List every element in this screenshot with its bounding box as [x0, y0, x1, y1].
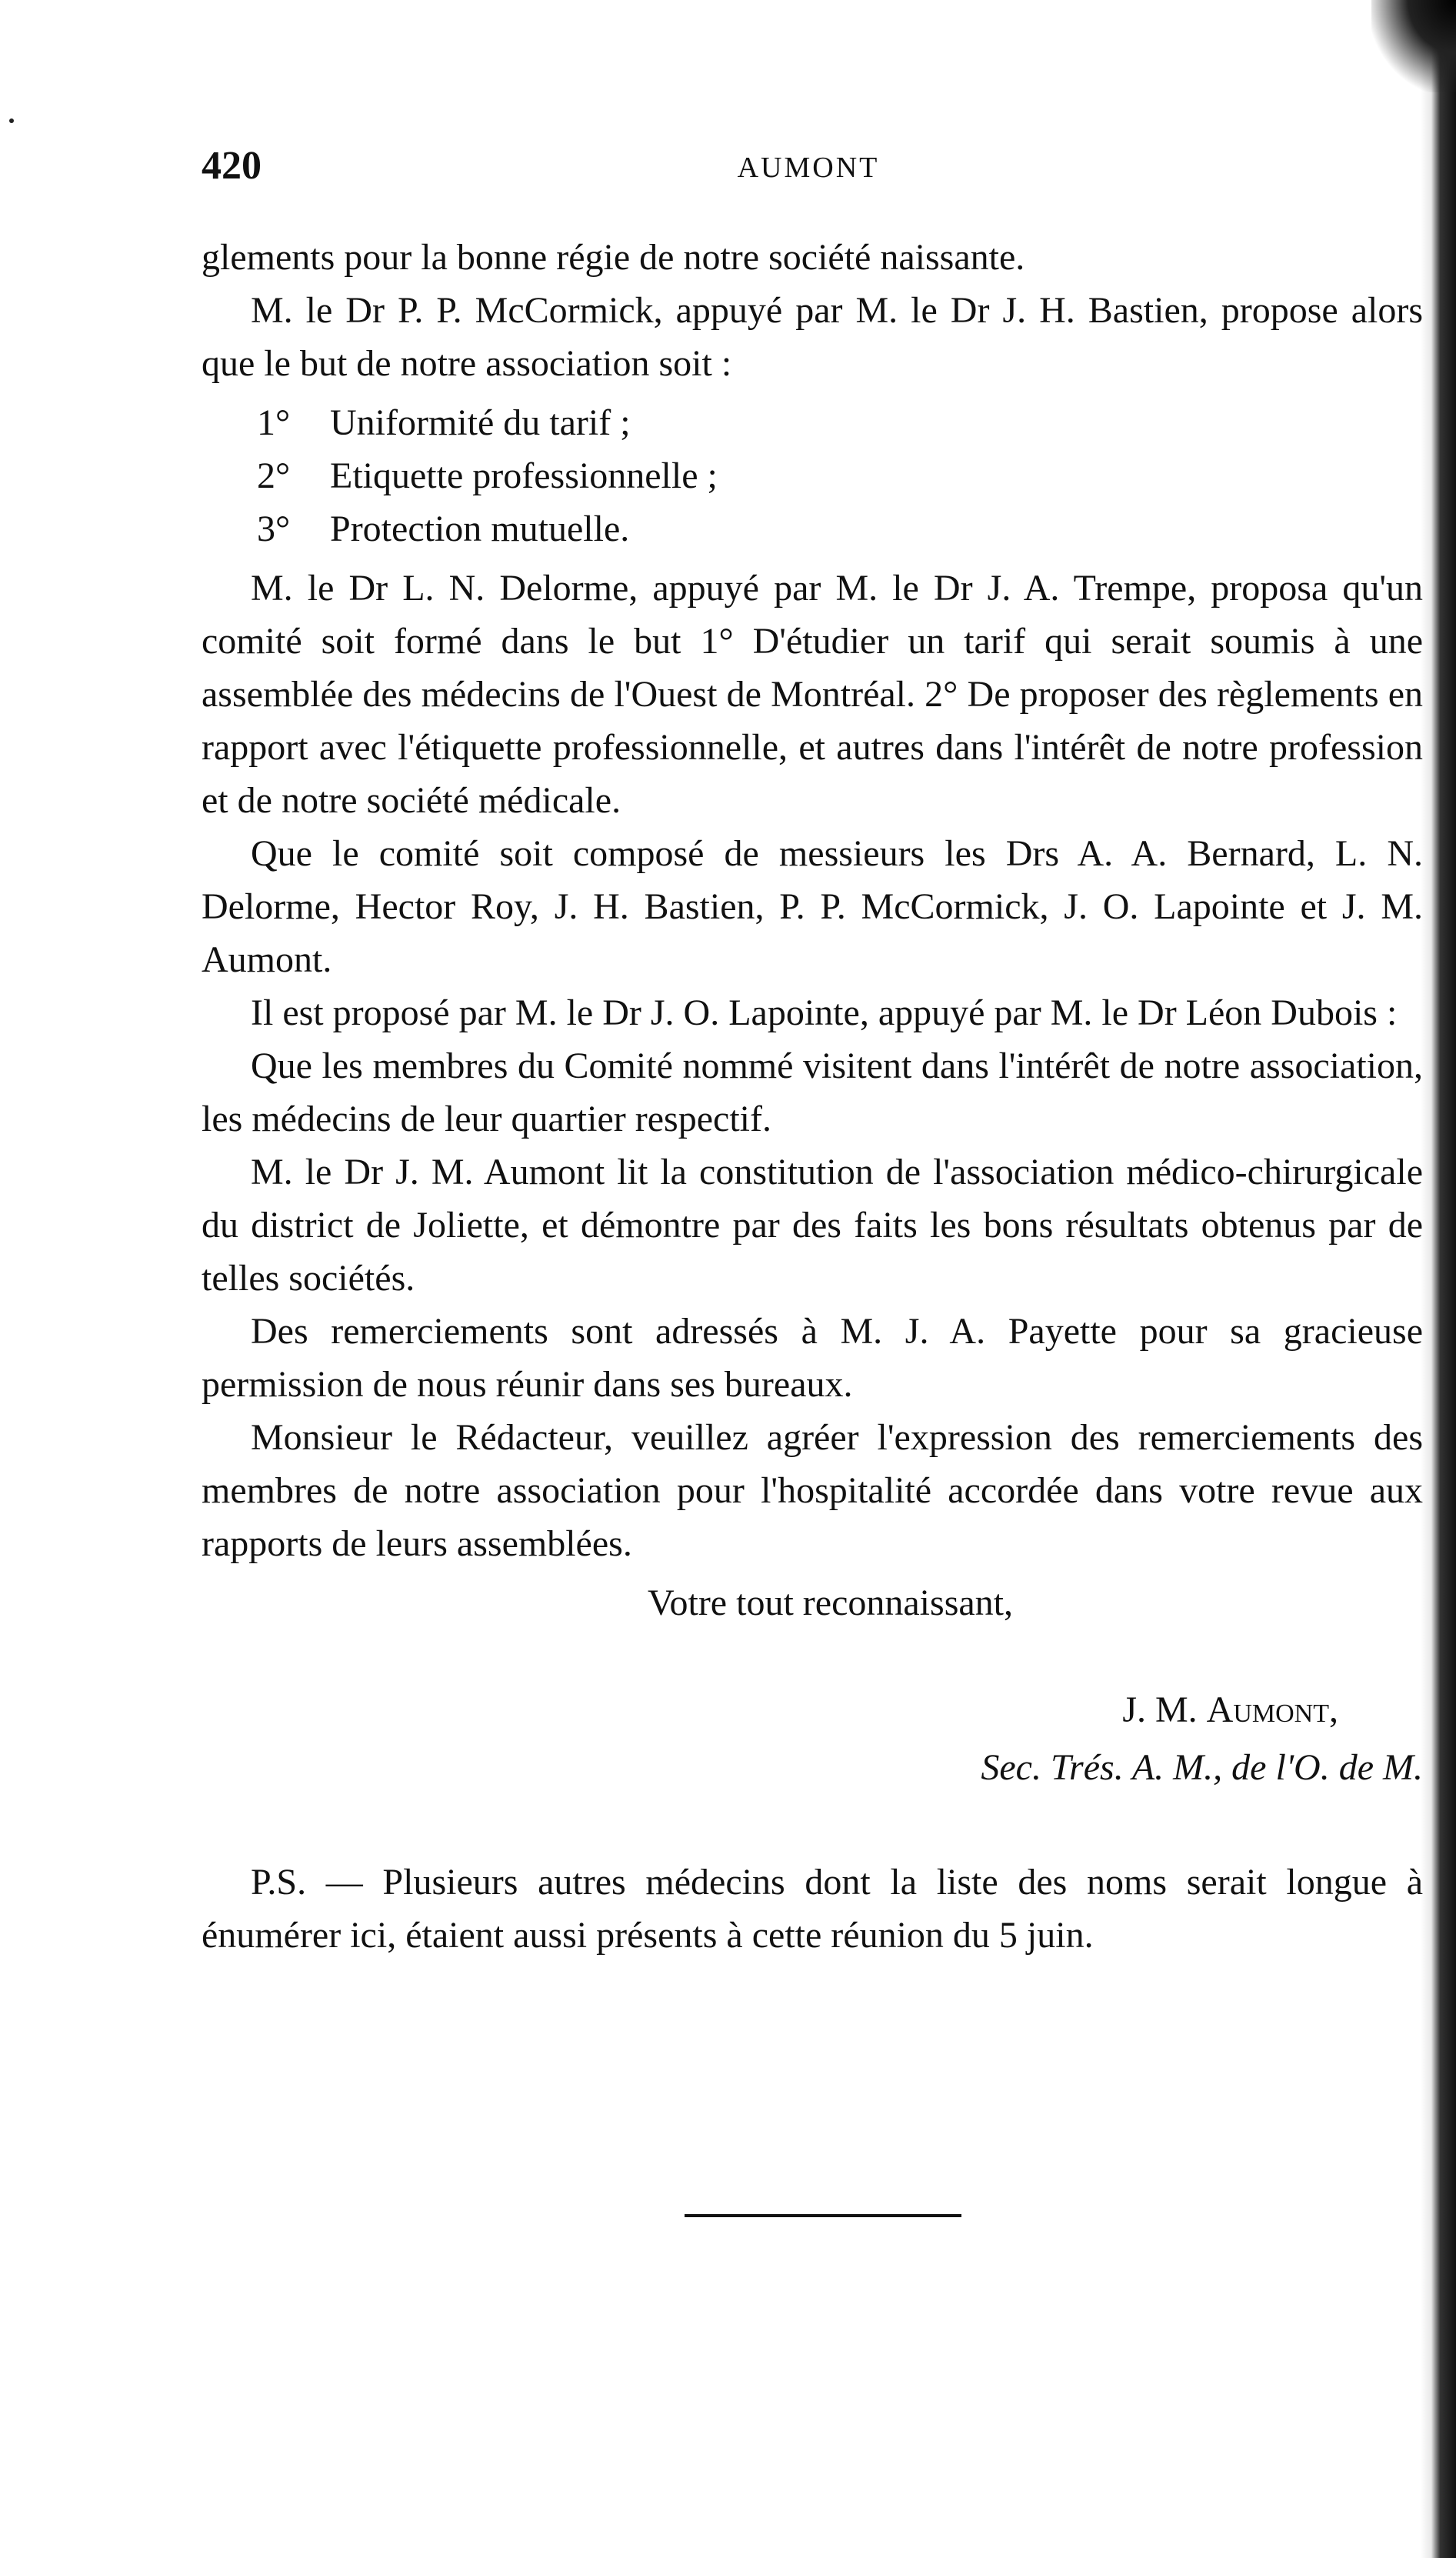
- signature-name: [202, 1683, 1423, 1736]
- postscript: P.S. — Plusieurs autres médecins dont la liste des noms serait longue à énumérer ici, étaient aussi présents à cette réunion du 5 juin.: [202, 1862, 1423, 1956]
- divider-rule: [685, 2214, 961, 2217]
- list-item: [257, 502, 1423, 555]
- closing-salutation: Votre tout reconnaissant,: [648, 1582, 1014, 1623]
- stray-mark: [9, 118, 14, 123]
- paragraph-constitution: M. le Dr J. M. Aumont lit la constitution de l'association médico-chirurgicale du district de Joliette, et démontre par des faits les bons résultats obtenus par de telles sociétés.: [202, 1152, 1423, 1299]
- paragraph-thanks: Des remerciements sont adressés à M. J. A. Payette pour sa gracieuse permission de nous réunir dans ses bureaux.: [202, 1311, 1423, 1405]
- running-head: AUMONT: [737, 152, 880, 184]
- list-item-number: 1°: [257, 402, 291, 443]
- list-item-text: Uniformité du tarif ;: [330, 402, 631, 443]
- page-header: [202, 143, 1415, 189]
- list-item-text: Etiquette professionnelle ;: [330, 455, 718, 496]
- list-item-number: 3°: [257, 509, 291, 549]
- list-item-number: 2°: [257, 455, 291, 496]
- list-item: [257, 396, 1423, 449]
- list-item-text: Protection mutuelle.: [330, 509, 630, 549]
- paragraph-editor-address: Monsieur le Rédacteur, veuillez agréer l'expression des remerciements des membres de notre association pour l'hospitalité accordée dans votre revue aux rapports de leurs assemblées.: [202, 1417, 1423, 1564]
- binding-corner-shadow: [1371, 0, 1456, 92]
- binding-edge-shadow: [1421, 0, 1456, 2558]
- paragraph-committee-motion: M. le Dr L. N. Delorme, appuyé par M. le Dr J. A. Trempe, proposa qu'un comité soit formé dans le but 1° D'étudier un tarif qui serait soumis à une assemblée des médecins de l'Ouest de Montréal. 2° De proposer des règlements en rapport avec l'étiquette professionnelle, et autres dans l'intérêt de notre profession et de notre société médicale.: [202, 568, 1423, 821]
- paragraph-visits: Que les membres du Comité nommé visitent dans l'intérêt de notre association, les médecins de leur quartier respectif.: [202, 1046, 1423, 1139]
- goals-list: [257, 396, 1423, 555]
- signature-title: Sec. Trés. A. M., de l'O. de M.: [981, 1747, 1423, 1788]
- paragraph-proposal: M. le Dr P. P. McCormick, appuyé par M. le Dr J. H. Bastien, propose alors que le but de notre association soit :: [202, 290, 1423, 384]
- paragraph-committee-members: Que le comité soit composé de messieurs les Drs A. A. Bernard, L. N. Delorme, Hector Roy, J. H. Bastien, P. P. McCormick, J. O. Lapointe et J. M. Aumont.: [202, 833, 1423, 980]
- signature-surname: Aumont,: [1206, 1689, 1338, 1730]
- page-number: 420: [202, 144, 262, 188]
- paragraph-lapointe-motion: Il est proposé par M. le Dr J. O. Lapointe, appuyé par M. le Dr Léon Dubois :: [251, 992, 1398, 1033]
- signature-block: [202, 1683, 1423, 1794]
- section-divider: [685, 2214, 961, 2217]
- paragraph-continuation: glements pour la bonne régie de notre société naissante.: [202, 237, 1025, 278]
- page-body: [202, 231, 1423, 1962]
- list-item: [257, 449, 1423, 502]
- signature-initials: J. M.: [1122, 1689, 1207, 1730]
